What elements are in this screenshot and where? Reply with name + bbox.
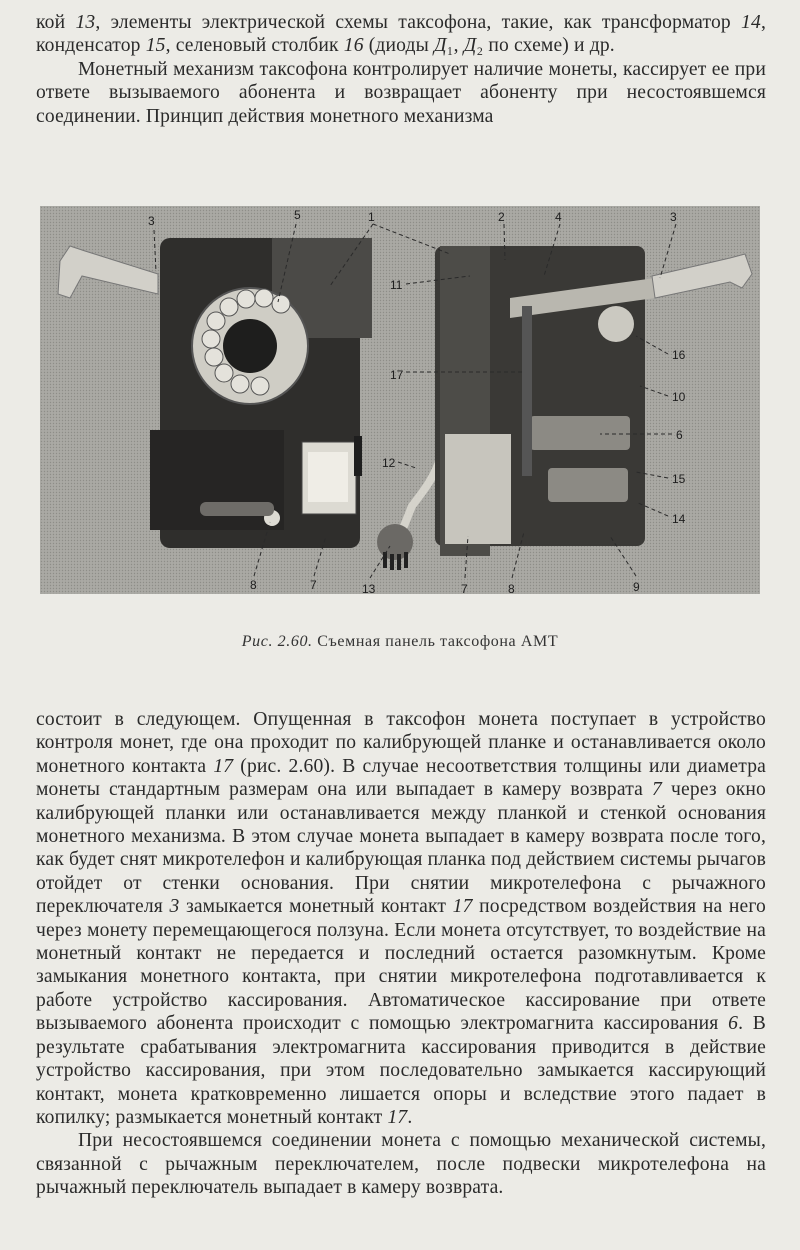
callout-label: 16 bbox=[672, 348, 686, 362]
paragraph-2: Монетный механизм таксофона контролирует наличие монеты, кассирует ее при ответе вызываемого абонента и возвращает абоненту при несостоявшемся соединении. Принцип действия монетного механизма bbox=[36, 58, 766, 127]
reference-number: Д bbox=[434, 35, 447, 57]
reference-number: 14 bbox=[741, 12, 761, 33]
reference-number: 13 bbox=[75, 12, 96, 33]
callout-label: 5 bbox=[294, 208, 301, 222]
callout-label: 8 bbox=[250, 578, 257, 592]
figure-photo bbox=[40, 206, 760, 594]
callout-label: 1 bbox=[368, 210, 375, 224]
callout-label: 8 bbox=[508, 582, 515, 594]
reference-number: Д bbox=[463, 35, 477, 57]
callout-label: 7 bbox=[461, 582, 468, 594]
top-text bbox=[36, 11, 766, 128]
figure-number: Рис. 2.60. bbox=[241, 633, 313, 650]
callout-label: 3 bbox=[148, 214, 155, 228]
selenium-stack-16 bbox=[598, 306, 634, 342]
callout-label: 11 bbox=[390, 278, 403, 292]
figure-title: Съемная панель таксофона АМТ bbox=[312, 633, 559, 650]
paragraph-3: состоит в следующем. Опущенная в таксофон монета поступает в устройство контроля монет, где она проходит по калибрующей планке и останавливается около монетного контакта 17 (рис. 2.60). В случае несоответствия толщины или диаметра монеты стандартным размерам она или выпадает в камеру возврата 7 через окно калибрующей планки или останавливается между планкой и стенкой основания монетного механизма. В этом случае монета выпадает в камеру возврата после того, как будет снят микротелефон и калибрующая планка под действием системы рычагов отойдет от стенки основания. При снятии микротелефона с рычажного переключателя 3 замыкается монетный контакт 17 посредством воздействия на него через монету перемещающегося ползуна. Если монета отсутствует, то воздействие на монетный контакт не передается и последний остается разомкнутым. Кроме замыкания монетного контакта, при снятии микротелефона подготавливается к работе устройство кассирования. Автоматическое кассирование при ответе вызываемого абонента происходит с помощью электромагнита кассирования 6. В результате срабатывания электромагнита кассирования приводится в действие устройство кассирования, при этом последовательно замыкается кассирующий контакт, монета кратковременно лишается опоры и вследствие этого падает в копилку; размыкается монетный контакт 17. bbox=[36, 709, 767, 1128]
bottom-text bbox=[36, 708, 766, 1200]
callout-label: 7 bbox=[310, 578, 317, 592]
reference-number: 3 bbox=[169, 896, 180, 918]
callout-label: 10 bbox=[672, 390, 686, 404]
magnet-6 bbox=[530, 416, 630, 450]
callout-label: 14 bbox=[672, 512, 686, 526]
callout-label: 17 bbox=[390, 368, 404, 382]
payphone-panel-illustration bbox=[40, 206, 760, 594]
reference-number: 7 bbox=[652, 779, 662, 801]
reference-number: 16 bbox=[343, 35, 364, 57]
reference-number: 17 bbox=[452, 896, 473, 918]
transformer-14 bbox=[548, 468, 628, 502]
reference-number: 17 bbox=[387, 1106, 408, 1128]
callout-label: 12 bbox=[382, 456, 396, 470]
callout-label: 15 bbox=[672, 472, 686, 486]
callout-label: 3 bbox=[670, 210, 677, 224]
reference-number: 15 bbox=[145, 35, 166, 57]
paragraph-4: При несостоявшемся соединении монета с помощью механической системы, связанной с рычажным переключателем, после подвески микротелефона на рычажный переключатель выпадает в камеру возврата. bbox=[36, 1130, 766, 1199]
coin-return-chamber-7 bbox=[445, 434, 511, 544]
callout-label: 9 bbox=[633, 580, 640, 594]
callout-label: 4 bbox=[555, 210, 562, 224]
callout-label: 13 bbox=[362, 582, 376, 594]
figure-caption bbox=[0, 633, 800, 651]
reference-number: 6 bbox=[728, 1013, 739, 1035]
callout-label: 2 bbox=[498, 210, 505, 224]
paragraph-1: кой 13, элементы электрической схемы таксофона, такие, как трансформатор 14, конденсатор 15, селеновый столбик 16 (диоды Д₁, Д₂ по схеме) и др. bbox=[36, 12, 766, 57]
reference-number: 17 bbox=[213, 755, 234, 777]
callout-label: 6 bbox=[676, 428, 683, 442]
